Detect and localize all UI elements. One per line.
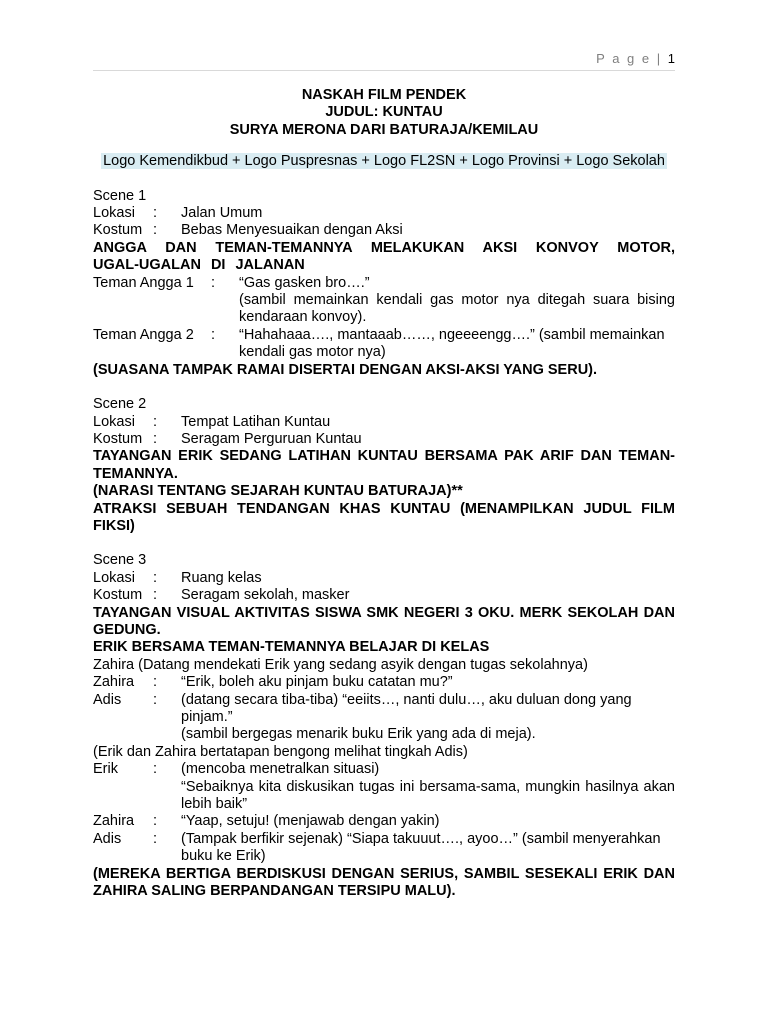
scene-action: ATRAKSI SEBUAH TENDANGAN KHAS KUNTAU (MENAMPILKAN JUDUL FILM FIKSI): [93, 500, 675, 534]
title-line-3: SURYA MERONA DARI BATURAJA/KEMILAU: [229, 121, 539, 138]
dialogue-row: [93, 692, 675, 727]
scene-action: ERIK BERSAMA TEMAN-TEMANNYA BELAJAR DI KELAS: [93, 639, 490, 656]
dialogue-row: [93, 327, 675, 362]
colon: :: [153, 205, 158, 222]
speaker: Adis: [93, 691, 122, 708]
logo-line-text: Logo Kemendikbud + Logo Puspresnas + Logo FL2SN + Logo Provinsi + Logo Sekolah: [103, 153, 665, 170]
kostum-row: [93, 587, 675, 604]
dialogue-row: [93, 761, 675, 778]
kostum-row: [93, 431, 675, 448]
speaker: Zahira: [93, 813, 135, 830]
lokasi-label: Lokasi: [93, 413, 135, 430]
kostum-value: Seragam Perguruan Kuntau: [181, 430, 362, 447]
dialogue-text: “Sebaiknya kita diskusikan tugas ini bersama-sama, mungkin hasilnya akan lebih baik”: [181, 778, 675, 813]
colon: :: [153, 761, 158, 778]
dialogue-text: “Hahahaaa…., mantaaab……, ngeeeengg….” (sambil memainkan kendali gas motor nya): [239, 326, 665, 361]
lokasi-label: Lokasi: [93, 205, 135, 222]
kostum-label: Kostum: [93, 430, 143, 447]
speaker: Erik: [93, 761, 118, 778]
speaker: Zahira: [93, 674, 135, 691]
document-body: [93, 87, 675, 900]
stage-direction: (sambil bergegas menarik buku Erik yang ada di meja).: [181, 726, 536, 743]
dialogue-text: “Erik, boleh aku pinjam buku catatan mu?”: [181, 674, 453, 691]
colon: :: [153, 674, 158, 691]
page-separator: |: [656, 51, 663, 66]
scene-2: [93, 396, 675, 535]
kostum-label: Kostum: [93, 587, 143, 604]
scene-heading: Scene 3: [93, 552, 147, 569]
scene-1: [93, 188, 675, 379]
stage-direction: (sambil memainkan kendali gas motor nya ditegah suara bising kendaraan konvoy).: [239, 292, 675, 326]
dialogue-text: “Yaap, setuju! (menjawab dengan yakin): [181, 813, 440, 830]
colon: :: [211, 326, 216, 343]
speaker: Teman Angga 1: [93, 274, 194, 291]
lokasi-row: [93, 414, 675, 431]
colon: :: [153, 569, 158, 586]
speaker: Adis: [93, 830, 122, 847]
kostum-value: Bebas Menyesuaikan dengan Aksi: [181, 222, 403, 239]
scene-closing: (MEREKA BERTIGA BERDISKUSI DENGAN SERIUS, SAMBIL SESEKALI ERIK DAN ZAHIRA SALING BERPANDANGAN TERSIPU MALU).: [93, 865, 675, 900]
scene-closing: (SUASANA TAMPAK RAMAI DISERTAI DENGAN AKSI-AKSI YANG SERU).: [93, 361, 598, 378]
stage-direction: (Erik dan Zahira bertatapan bengong melihat tingkah Adis): [93, 743, 468, 760]
scene-action: TAYANGAN ERIK SEDANG LATIHAN KUNTAU BERSAMA PAK ARIF DAN TEMAN-TEMANNYA.: [93, 448, 675, 482]
title-line-2: JUDUL: KUNTAU: [325, 104, 443, 121]
colon: :: [153, 222, 158, 239]
dialogue-text: (datang secara tiba-tiba) “eeiits…, nanti dulu…, aku duluan dong yang pinjam.”: [181, 691, 632, 725]
dialogue-text: “Gas gasken bro….”: [239, 274, 370, 291]
title-line-1: NASKAH FILM PENDEK: [301, 87, 467, 103]
kostum-value: Seragam sekolah, masker: [181, 587, 350, 604]
lokasi-value: Tempat Latihan Kuntau: [181, 413, 331, 430]
kostum-row: [93, 222, 675, 239]
scene-heading: Scene 1: [93, 187, 147, 204]
scene-narration: (NARASI TENTANG SEJARAH KUNTAU BATURAJA)**: [93, 483, 463, 500]
colon: :: [153, 413, 158, 430]
header-rule: [93, 70, 675, 71]
dialogue-row: [93, 275, 675, 292]
dialogue-row: [93, 674, 675, 691]
page-number: 1: [667, 51, 675, 66]
colon: :: [153, 830, 158, 847]
lokasi-row: [93, 205, 675, 222]
lokasi-label: Lokasi: [93, 569, 135, 586]
colon: :: [153, 587, 158, 604]
colon: :: [211, 274, 216, 291]
colon: :: [153, 813, 158, 830]
scene-3: [93, 552, 675, 900]
dialogue-row: [93, 813, 675, 830]
logo-line: [93, 153, 675, 170]
kostum-label: Kostum: [93, 222, 143, 239]
speaker: Teman Angga 2: [93, 326, 194, 343]
scene-action: TAYANGAN VISUAL AKTIVITAS SISWA SMK NEGERI 3 OKU. MERK SEKOLAH DAN GEDUNG.: [93, 604, 675, 638]
lokasi-row: [93, 570, 675, 587]
lokasi-value: Ruang kelas: [181, 569, 262, 586]
page-header: [93, 51, 675, 66]
colon: :: [153, 691, 158, 708]
dialogue-text: (Tampak berfikir sejenak) “Siapa takuuut…., ayoo…” (sambil menyerahkan buku ke Erik): [181, 830, 661, 865]
page-label: P a g e: [596, 51, 652, 66]
colon: :: [153, 430, 158, 447]
scene-action: ANGGA DAN TEMAN-TEMANNYA MELAKUKAN AKSI KONVOY MOTOR, UGAL-UGALAN DI JALANAN: [93, 239, 675, 274]
dialogue-row: [93, 831, 675, 866]
stage-direction: Zahira (Datang mendekati Erik yang sedang asyik dengan tugas sekolahnya): [93, 656, 588, 673]
lokasi-value: Jalan Umum: [181, 205, 263, 222]
scene-heading: Scene 2: [93, 396, 147, 413]
dialogue-text: (mencoba menetralkan situasi): [181, 761, 380, 778]
